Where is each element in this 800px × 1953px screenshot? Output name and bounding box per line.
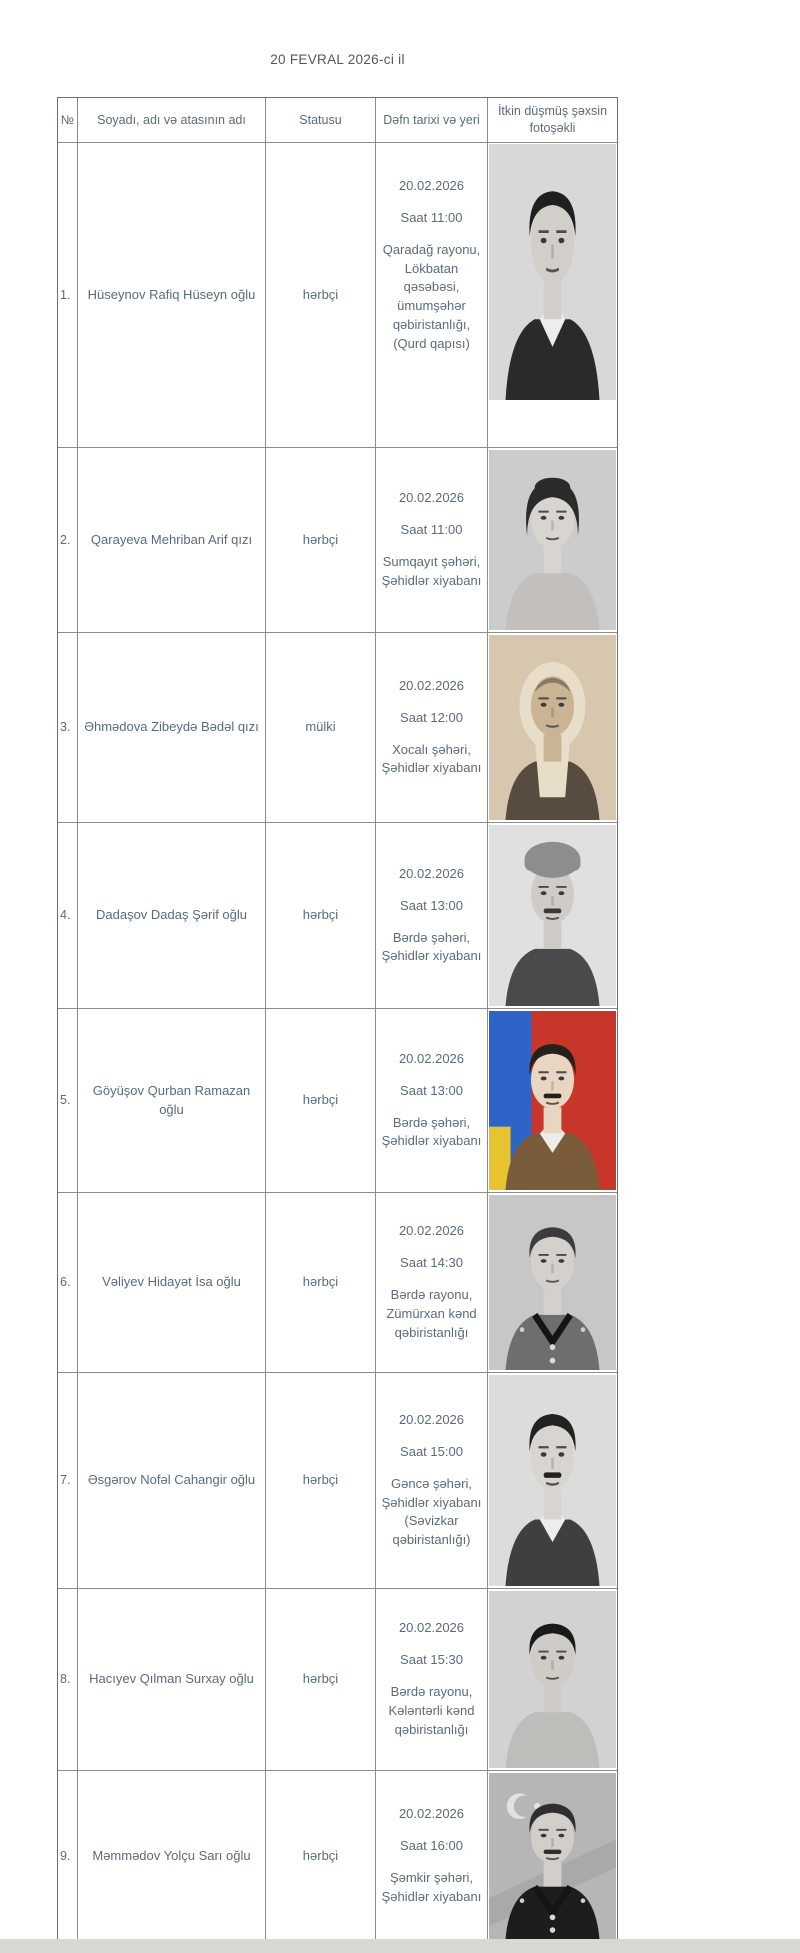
table-row <box>58 823 617 1009</box>
photo-cell <box>488 143 617 447</box>
person-status: hərbçi <box>266 1009 376 1192</box>
burial-info <box>376 1009 488 1192</box>
photo-cell <box>488 448 617 632</box>
burial-time: Saat 15:30 <box>400 1652 463 1668</box>
person-name: Məmmədov Yolçu Sarı oğlu <box>78 1771 266 1941</box>
person-name: Vəliyev Hidayət İsa oğlu <box>78 1193 266 1372</box>
burial-info <box>376 1589 488 1770</box>
person-photo <box>489 1011 616 1190</box>
burial-date: 20.02.2026 <box>398 1411 465 1427</box>
photo-cell <box>488 1193 617 1372</box>
photo-cell <box>488 1373 617 1588</box>
row-number: 4. <box>58 823 78 1008</box>
person-photo <box>489 635 616 820</box>
burial-place: Xocalı şəhəri, Şəhidlər xiyabanı <box>381 741 482 776</box>
burial-place: Bərdə rayonu, Zümürxan kənd qəbiristanlığı <box>386 1287 477 1340</box>
table-row <box>58 1009 617 1193</box>
person-photo <box>489 1591 616 1768</box>
table-row <box>58 633 617 823</box>
photo-cell <box>488 1009 617 1192</box>
table-row <box>58 1589 617 1771</box>
person-name: Hacıyev Qılman Surxay oğlu <box>78 1589 266 1770</box>
burial-place: Bərdə rayonu, Kələntərli kənd qəbiristanlığı <box>388 1684 475 1737</box>
person-status: hərbçi <box>266 823 376 1008</box>
table-row <box>58 1373 617 1589</box>
photo-cell <box>488 1771 617 1941</box>
table-header-row <box>58 98 617 143</box>
burial-date: 20.02.2026 <box>398 1806 465 1822</box>
person-status: hərbçi <box>266 1193 376 1372</box>
table-row <box>58 143 617 448</box>
row-number: 2. <box>58 448 78 632</box>
footer-bar <box>0 1939 800 1953</box>
table-row <box>58 1193 617 1373</box>
person-photo <box>489 1773 616 1939</box>
table-row <box>58 448 617 633</box>
burial-date: 20.02.2026 <box>398 178 465 193</box>
person-status: hərbçi <box>266 143 376 447</box>
person-name: Əhmədova Zibeydə Bədəl qızı <box>78 633 266 822</box>
person-photo <box>489 1195 616 1370</box>
photo-cell <box>488 1589 617 1770</box>
person-photo <box>489 1375 616 1586</box>
burial-date: 20.02.2026 <box>398 490 465 506</box>
person-name: Dadaşov Dadaş Şərif oğlu <box>78 823 266 1008</box>
burial-time: Saat 13:00 <box>400 1082 463 1098</box>
burial-date: 20.02.2026 <box>398 677 465 693</box>
row-number: 3. <box>58 633 78 822</box>
burial-info <box>376 143 488 447</box>
burial-info <box>376 1771 488 1941</box>
burial-time: Saat 16:00 <box>400 1838 463 1854</box>
page-title: 20 FEVRAL 2026-ci il <box>270 52 405 67</box>
photo-cell <box>488 823 617 1008</box>
person-name: Göyüşov Qurban Ramazan oğlu <box>78 1009 266 1192</box>
row-number: 7. <box>58 1373 78 1588</box>
burial-place: Qaradağ rayonu, Lökbatan qəsəbəsi, ümumşəhər qəbiristanlığı, (Qurd qapısı) <box>382 241 481 351</box>
burial-info <box>376 823 488 1008</box>
photo-cell <box>488 633 617 822</box>
column-header-number: № <box>58 98 78 142</box>
column-header-photo: İtkin düşmüş şəxsin fotoşəkli <box>497 104 608 135</box>
missing-persons-table <box>57 97 618 1942</box>
person-status: hərbçi <box>266 1589 376 1770</box>
burial-place: Bərdə şəhəri, Şəhidlər xiyabanı <box>381 929 482 964</box>
person-status: mülki <box>266 633 376 822</box>
person-photo <box>489 144 616 400</box>
burial-date: 20.02.2026 <box>398 1223 465 1239</box>
row-number: 5. <box>58 1009 78 1192</box>
column-header-name: Soyadı, adı və atasının adı <box>78 98 266 142</box>
burial-date: 20.02.2026 <box>398 1050 465 1066</box>
burial-time: Saat 13:00 <box>400 897 463 913</box>
column-header-burial: Dəfn tarixi və yeri <box>376 98 488 142</box>
burial-date: 20.02.2026 <box>398 865 465 881</box>
burial-place: Sumqayıt şəhəri, Şəhidlər xiyabanı <box>381 554 482 588</box>
burial-info <box>376 448 488 632</box>
burial-place: Bərdə şəhəri, Şəhidlər xiyabanı <box>381 1114 482 1149</box>
column-header-status: Statusu <box>266 98 376 142</box>
row-number: 8. <box>58 1589 78 1770</box>
burial-time: Saat 11:00 <box>400 522 463 538</box>
burial-time: Saat 11:00 <box>400 209 463 225</box>
burial-time: Saat 15:00 <box>400 1443 463 1459</box>
burial-time: Saat 12:00 <box>400 709 463 725</box>
person-name: Əsgərov Nofəl Cahangir oğlu <box>78 1373 266 1588</box>
row-number: 6. <box>58 1193 78 1372</box>
burial-info <box>376 1373 488 1588</box>
person-name: Hüseynov Rafiq Hüseyn oğlu <box>78 143 266 447</box>
row-number: 1. <box>58 143 78 447</box>
person-status: hərbçi <box>266 1373 376 1588</box>
burial-info <box>376 1193 488 1372</box>
table-row <box>58 1771 617 1941</box>
burial-date: 20.02.2026 <box>398 1620 465 1636</box>
burial-info <box>376 633 488 822</box>
person-status: hərbçi <box>266 1771 376 1941</box>
row-number: 9. <box>58 1771 78 1941</box>
person-photo <box>489 450 616 630</box>
person-name: Qarayeva Mehriban Arif qızı <box>78 448 266 632</box>
burial-place: Şəmkir şəhəri, Şəhidlər xiyabanı <box>381 1870 482 1904</box>
burial-time: Saat 14:30 <box>400 1255 463 1271</box>
person-photo <box>489 825 616 1006</box>
person-status: hərbçi <box>266 448 376 632</box>
burial-place: Gəncə şəhəri, Şəhidlər xiyabanı (Səvizkar qəbiristanlığı) <box>381 1475 482 1548</box>
